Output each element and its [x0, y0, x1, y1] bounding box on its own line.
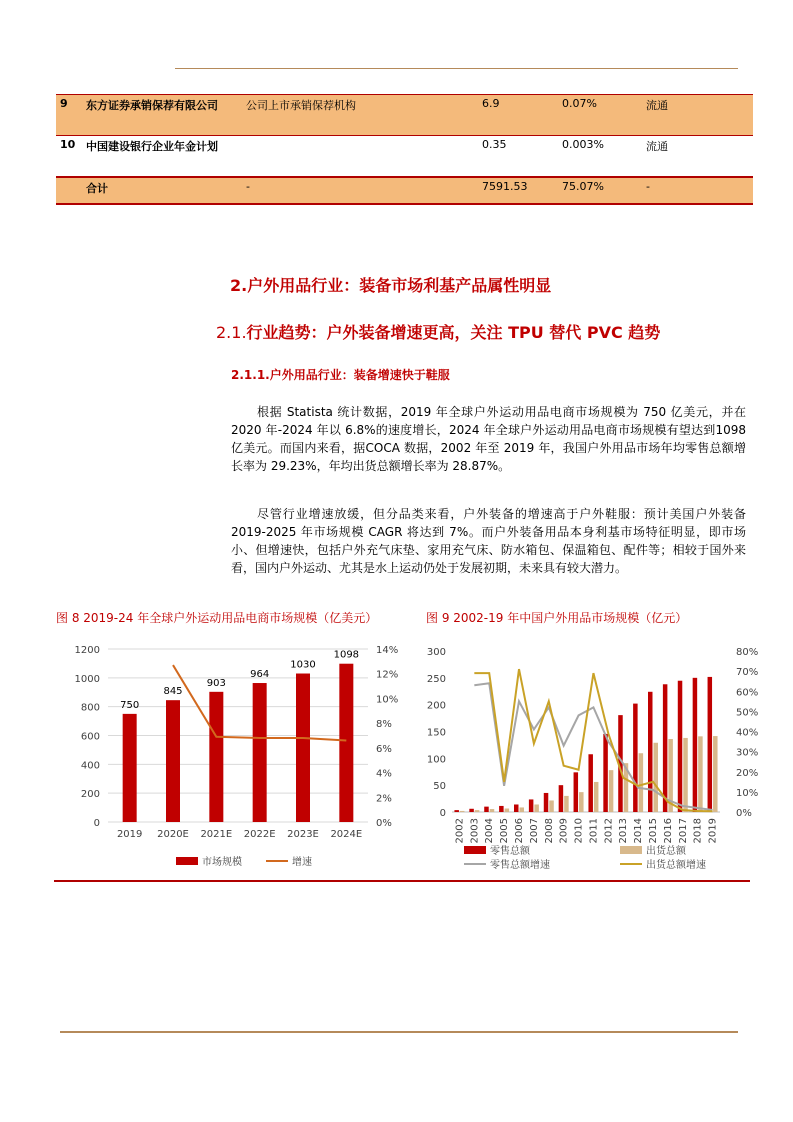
x-tick-label: 2010	[573, 818, 585, 844]
bar-retail-total	[633, 704, 638, 812]
row-number: 9	[56, 95, 82, 136]
bar-retail-total	[648, 692, 653, 812]
y-right-tick-label: 6%	[376, 743, 392, 755]
y-left-tick-label: 300	[426, 647, 446, 658]
bar-shipment-total	[564, 796, 569, 812]
subsection-heading	[216, 320, 660, 343]
x-tick-label: 2007	[528, 818, 540, 844]
x-tick-label: 2002	[454, 818, 466, 844]
holding-amount: 6.9	[478, 95, 558, 136]
bar-market-size	[123, 714, 137, 822]
x-tick-label: 2022E	[243, 829, 276, 840]
bar-retail-total	[484, 807, 489, 812]
y-left-tick-label: 0	[439, 808, 446, 819]
y-left-tick-label: 400	[80, 760, 100, 772]
x-tick-label: 2008	[543, 818, 555, 844]
subsection-title: 行业趋势：户外装备增速更高，关注 TPU 替代 PVC 趋势	[246, 323, 661, 342]
section-heading: 2.户外用品行业：装备市场利基产品属性明显	[230, 276, 552, 295]
share-status: 流通	[642, 95, 753, 136]
total-percent: 75.07%	[558, 177, 642, 204]
bar-shipment-total	[490, 809, 495, 812]
y-right-tick-label: 20%	[736, 767, 759, 779]
y-left-tick-label: 1000	[74, 673, 100, 685]
bar-retail-total	[544, 793, 549, 812]
bar-market-size	[253, 683, 267, 822]
holder-name: 中国建设银行企业年金计划	[82, 136, 242, 177]
x-tick-label: 2024E	[330, 829, 363, 840]
x-tick-label: 2017	[677, 818, 689, 844]
y-right-tick-label: 50%	[736, 707, 759, 719]
y-right-tick-label: 60%	[736, 687, 759, 699]
holder-type: 公司上市承销保荐机构	[242, 95, 478, 136]
figure9-svg	[424, 632, 759, 878]
legend-swatch-market-size	[176, 857, 198, 865]
bar-market-size	[166, 700, 180, 822]
holding-percent: 0.003%	[558, 136, 642, 177]
x-tick-label: 2020E	[157, 829, 189, 840]
figure9-caption: 图 9 2002-19 年中国户外用品市场规模（亿元）	[426, 611, 688, 625]
bar-shipment-total	[594, 782, 599, 812]
bar-data-label: 964	[250, 669, 270, 681]
x-tick-label: 2021E	[200, 829, 233, 840]
header-rule	[175, 68, 738, 69]
y-right-tick-label: 2%	[376, 793, 392, 805]
total-status: -	[642, 177, 753, 204]
y-left-tick-label: 50	[433, 781, 446, 793]
figure-separator	[54, 880, 750, 882]
y-right-tick-label: 70%	[736, 667, 759, 679]
y-left-tick-label: 800	[80, 702, 100, 714]
bar-data-label: 1030	[290, 659, 316, 671]
holder-type	[242, 136, 478, 177]
x-tick-label: 2016	[662, 818, 674, 844]
y-left-tick-label: 1200	[74, 645, 100, 656]
y-left-tick-label: 200	[80, 789, 100, 801]
bar-shipment-total	[609, 770, 614, 812]
total-label: 合计	[82, 177, 242, 204]
holder-name: 东方证券承销保荐有限公司	[82, 95, 242, 136]
row-number	[56, 177, 82, 204]
x-tick-label: 2023E	[287, 829, 319, 840]
table-row	[56, 136, 753, 177]
x-tick-label: 2019	[116, 829, 143, 840]
bar-retail-total	[603, 734, 608, 812]
x-tick-label: 2006	[514, 818, 525, 844]
body-paragraph: 根据 Statista 统计数据，2019 年全球户外运动用品电商市场规模为 750 亿美元，并在 2020 年-2024 年以 6.8%的速度增长，2024 年全球户外运动用品电商市场规模有望达到1098 亿美元。而国内来看，据COCA 数据，2002 年至 2019 年，我国户外用品市场年均零售总额增长率为 29.23%，年均出货总额增长率为 28.87%。	[231, 405, 746, 473]
x-tick-label: 2003	[469, 818, 481, 844]
legend-label: 增速	[292, 857, 312, 868]
x-tick-label: 2012	[603, 818, 615, 844]
total-type: -	[242, 177, 478, 204]
y-right-tick-label: 10%	[376, 694, 399, 706]
bar-shipment-total	[520, 807, 525, 812]
y-left-tick-label: 200	[426, 700, 446, 712]
bar-shipment-total	[683, 738, 688, 812]
y-right-tick-label: 40%	[736, 727, 759, 739]
x-tick-label: 2005	[499, 818, 511, 844]
bar-shipment-total	[460, 811, 465, 812]
y-left-tick-label: 0	[93, 818, 100, 829]
bar-shipment-total	[639, 753, 644, 812]
bar-market-size	[296, 674, 310, 822]
bar-shipment-total	[549, 800, 554, 812]
line-shipment-growth	[474, 669, 712, 811]
body-paragraph: 尽管行业增速放缓，但分品类来看，户外装备的增速高于户外鞋服：预计美国户外装备 2019-2025 年市场规模 CAGR 将达到 7%。而户外装备用品本身利基市场特征明显，即市场小、但增速快，包括户外充气床垫、家用充气床、防水箱包、保温箱包、配件等；相较于国外来看，国内户外运动、尤其是水上运动仍处于发展初期，未来具有较大潜力。	[231, 507, 746, 575]
bar-retail-total	[454, 810, 459, 812]
bar-retail-total	[678, 681, 683, 812]
x-tick-label: 2009	[558, 818, 570, 844]
y-right-tick-label: 30%	[736, 747, 759, 759]
bar-retail-total	[469, 809, 474, 812]
legend-label: 出货总额	[646, 846, 686, 857]
legend-swatch-retail	[464, 846, 486, 854]
bar-retail-total	[529, 799, 534, 812]
legend-label: 零售总额	[490, 846, 530, 857]
bar-shipment-total	[654, 743, 659, 812]
y-right-tick-label: 8%	[376, 719, 392, 731]
bar-data-label: 903	[206, 677, 226, 689]
line-retail-growth	[474, 683, 712, 810]
legend-label: 市场规模	[202, 857, 242, 868]
bar-retail-total	[559, 785, 564, 812]
y-right-tick-label: 0%	[736, 808, 752, 819]
bar-market-size	[209, 692, 223, 822]
bar-shipment-total	[475, 810, 480, 812]
bar-data-label: 750	[120, 699, 140, 711]
legend-label: 出货总额增速	[646, 860, 706, 871]
y-right-tick-label: 4%	[376, 768, 392, 780]
total-amount: 7591.53	[478, 177, 558, 204]
bar-retail-total	[663, 684, 668, 812]
y-right-tick-label: 0%	[376, 818, 392, 829]
table-total-row	[56, 177, 753, 204]
bar-retail-total	[708, 677, 713, 812]
subsection-number: 2.1.	[216, 323, 247, 342]
bar-retail-total	[588, 754, 593, 812]
bar-shipment-total	[698, 736, 703, 812]
holding-amount: 0.35	[478, 136, 558, 177]
bar-shipment-total	[713, 736, 718, 812]
x-tick-label: 2014	[633, 818, 645, 844]
shareholders-table	[56, 94, 753, 205]
x-tick-label: 2013	[618, 818, 630, 844]
legend-label: 零售总额增速	[490, 860, 550, 871]
bar-data-label: 1098	[333, 649, 360, 661]
legend-swatch-shipment	[620, 846, 642, 854]
footer-rule	[60, 1031, 738, 1033]
y-left-tick-label: 600	[80, 731, 100, 743]
y-left-tick-label: 250	[426, 673, 446, 685]
holding-percent: 0.07%	[558, 95, 642, 136]
subsubsection-heading: 2.1.1.户外用品行业：装备增速快于鞋服	[231, 368, 450, 382]
bar-retail-total	[499, 806, 504, 812]
bar-retail-total	[514, 804, 519, 812]
bar-market-size	[339, 664, 353, 822]
figure8-caption: 图 8 2019-24 年全球户外运动用品电商市场规模（亿美元）	[56, 611, 378, 625]
bar-retail-total	[693, 678, 698, 812]
x-tick-label: 2018	[692, 818, 704, 844]
figure9-chart	[424, 632, 759, 878]
row-number: 10	[56, 136, 82, 177]
y-right-tick-label: 12%	[376, 669, 399, 681]
x-tick-label: 2004	[484, 818, 496, 844]
x-tick-label: 2015	[648, 818, 659, 844]
bar-data-label: 845	[163, 686, 183, 698]
y-right-tick-label: 14%	[376, 645, 399, 656]
figure8-svg	[56, 632, 420, 878]
x-tick-label: 2011	[588, 818, 600, 844]
table-row	[56, 95, 753, 136]
bar-shipment-total	[579, 792, 584, 812]
bar-shipment-total	[505, 809, 510, 812]
y-left-tick-label: 150	[426, 727, 446, 739]
x-tick-label: 2019	[707, 818, 719, 844]
share-status: 流通	[642, 136, 753, 177]
bar-shipment-total	[534, 804, 539, 812]
figure8-chart	[56, 632, 420, 878]
y-left-tick-label: 100	[426, 754, 446, 766]
y-right-tick-label: 10%	[736, 787, 759, 799]
y-right-tick-label: 80%	[736, 647, 759, 658]
bar-retail-total	[574, 772, 579, 812]
